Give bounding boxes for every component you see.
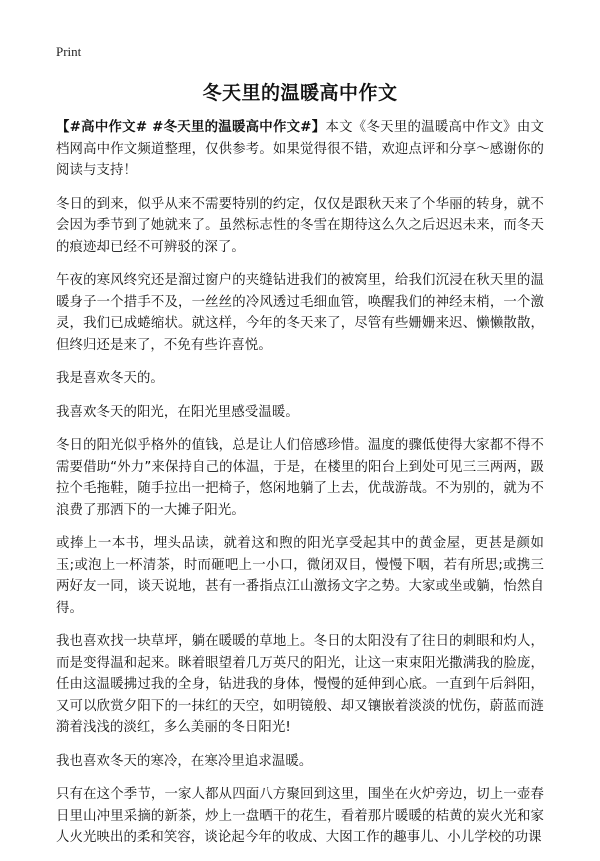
print-link[interactable]: Print xyxy=(56,44,82,59)
article-body xyxy=(56,117,544,861)
paragraph-1: 冬日的到来，似乎从来不需要特别的约定，仅仅是跟秋天来了个华丽的转身，就不会因为季节到了她就来了。虽然标志性的冬雪在期待这么久之后迟迟未来，而冬天的痕迹却已经不可辨驳的深了。 xyxy=(56,196,544,255)
paragraph-9: 只有在这个季节，一家人都从四面八方聚回到这里，围坐在火炉旁边，切上一壶春日里山冲里采摘的新茶，炒上一盘晒干的花生，看着那片暖暖的桔黄的炭火光和家人火光映出的柔和笑容，谈论起今年的收成、大囡工作的趣事儿、小儿学校的功课 xyxy=(56,787,544,845)
paragraph-5: 冬日的阳光似乎格外的值钱，总是让人们倍感珍惜。温度的骤低使得大家都不得不需要借助“外力”来保持自己的体温，于是，在楼里的阳台上到处可见三三两两，趿拉个毛拖鞋，随手拉出一把椅子，悠闲地躺了上去，优哉游哉。不为别的，就为不浪费了那洒下的一大摊子阳光。 xyxy=(56,438,544,518)
intro-paragraph xyxy=(56,117,544,182)
paragraph-3: 我是喜欢冬天的。 xyxy=(56,371,164,386)
paragraph-7: 我也喜欢找一块草坪，躺在暖暖的草地上。冬日的太阳没有了往日的刺眼和灼人，而是变得温和起来。眯着眼望着几万英尺的阳光，让这一束束阳光撒满我的脸庞，任由这温暖拂过我的全身，钻进我的身体，慢慢的延伸到心底。一直到午后斜阳，又可以欣赏夕阳下的一抹红的天空，如明镜般、却又镶嵌着淡淡的忧伤，蔚蓝而涟漪着浅浅的淡红，多么美丽的冬日阳光! xyxy=(56,634,544,735)
intro-tags: 【#高中作文# #冬天里的温暖高中作文#】 xyxy=(56,120,326,135)
intro-text: 本文《冬天里的温暖高中作文》由文档网高中作文频道整理，仅供参考。如果觉得很不错，欢迎点评和分享～感谢你的阅读与支持！ xyxy=(56,120,544,178)
paragraph-6: 或捧上一本书，埋头品读，就着这和煦的阳光享受起其中的黄金屋，更甚是颜如玉;或泡上一杯清茶，时而砸吧上一小口，微闭双目，慢慢下咽，若有所思;或携三两好友一同，谈天说地，甚有一番指点江山激扬文字之势。大家或坐或躺，怡然自得。 xyxy=(56,536,544,616)
paragraph-8: 我也喜欢冬天的寒冷，在寒冷里追求温暖。 xyxy=(56,753,313,769)
paragraph-4: 我喜欢冬天的阳光，在阳光里感受温暖。 xyxy=(56,404,299,420)
paragraph-2: 午夜的寒风终究还是溜过窗户的夹缝钻进我们的被窝里，给我们沉浸在秋天里的温暖身子一个措手不及，一丝丝的冷风透过毛细血管，唤醒我们的神经末梢，一个激灵，我们已成蜷缩状。就这样，今年的冬天来了，尽管有些姗姗来迟、懒懒散散，但终归还是来了，不免有些许喜悦。 xyxy=(56,273,544,353)
document-title: 冬天里的温暖高中作文 xyxy=(202,82,398,104)
